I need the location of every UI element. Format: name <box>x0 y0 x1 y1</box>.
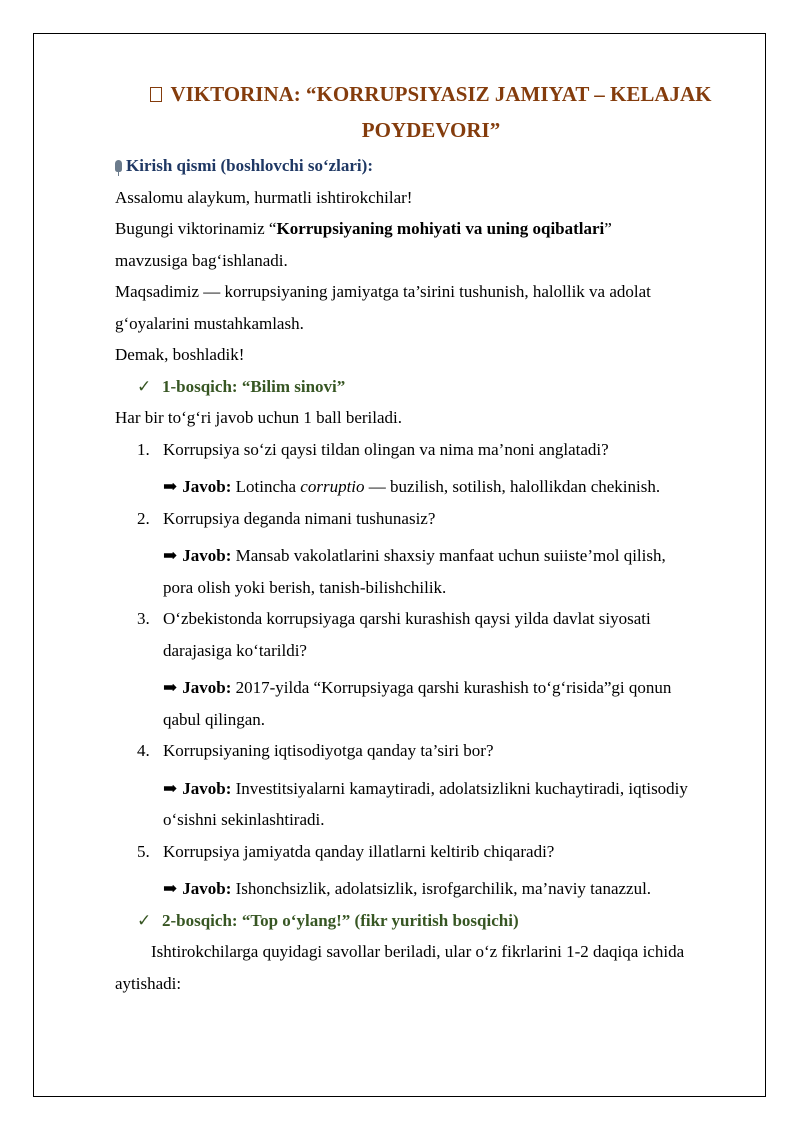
page-title <box>115 76 747 148</box>
check-icon: ✓ <box>137 910 152 930</box>
intro-start: Demak, boshladik! <box>115 345 245 364</box>
answer-text: Lotincha <box>235 477 301 496</box>
document-body <box>115 76 747 999</box>
intro-topic <box>115 213 747 245</box>
check-icon: ✓ <box>137 376 152 396</box>
question-text: Korrupsiyaning iqtisodiyotga qanday ta’siri bor? <box>163 741 494 760</box>
title-text-1: VIKTORINA: “KORRUPSIYASIZ JAMIYAT – KELAJAK <box>170 82 712 106</box>
stage2-text-line2: aytishadi: <box>115 973 182 993</box>
microphone-icon <box>115 160 122 172</box>
answer-label: Javob: <box>182 678 232 697</box>
answer-label: Javob: <box>182 546 232 565</box>
answer <box>163 540 747 572</box>
topic-before: Bugungi viktorinamiz “ <box>115 219 277 238</box>
answer <box>163 773 747 805</box>
stage2-heading <box>115 905 747 937</box>
answer-label: Javob: <box>182 778 232 798</box>
question-item <box>115 434 747 503</box>
answer-text: Investitsiyalarni kamaytiradi, adolatsizlikni kuchaytiradi, iqtisodiy <box>235 778 688 798</box>
question-text: O‘zbekistonda korrupsiyaga qarshi kurashish qaysi yilda davlat siyosati <box>163 609 651 628</box>
answer-label: Javob: <box>182 879 232 898</box>
question-item <box>115 603 747 735</box>
topic-bold: Korrupsiyaning mohiyati va uning oqibatlari <box>276 219 605 238</box>
arrow-right-icon: ➡ <box>163 477 178 496</box>
answer-text-line2: qabul qilingan. <box>163 709 265 729</box>
intro-goal-line2: g‘oyalarini mustahkamlash. <box>115 313 304 333</box>
question-number: 2. <box>137 508 150 528</box>
question-item <box>115 836 747 905</box>
intro-topic-line2: mavzusiga bag‘ishlanadi. <box>115 250 288 270</box>
answer-label: Javob: <box>182 477 232 496</box>
question-list <box>115 434 747 905</box>
stage1-heading-text: 1-bosqich: “Bilim sinovi” <box>162 376 346 396</box>
title-line-2: POYDEVORI” <box>361 118 501 142</box>
question-text: Korrupsiya deganda nimani tushunasiz? <box>163 508 436 528</box>
question-text: Korrupsiya so‘zi qaysi tildan olingan va nima ma’noni anglatadi? <box>163 439 609 459</box>
arrow-right-icon: ➡ <box>163 879 178 898</box>
question-text: Korrupsiya jamiyatda qanday illatlarni keltirib chiqaradi? <box>163 841 555 861</box>
answer-text: Mansab vakolatlarini shaxsiy manfaat uchun suiiste’mol qilish, <box>235 546 666 565</box>
answer-text: 2017-yilda “Korrupsiyaga qarshi kurashish to‘g‘risida”gi qonun <box>235 678 672 697</box>
stage1-heading <box>115 371 747 403</box>
intro-goal-line1: Maqsadimiz — korrupsiyaning jamiyatga ta’sirini tushunish, halollik va adolat <box>115 282 651 301</box>
answer-italic-term: corruptio <box>300 477 365 496</box>
arrow-right-icon: ➡ <box>163 678 178 697</box>
intro-heading-text: Kirish qismi (boshlovchi so‘zlari): <box>126 156 373 175</box>
stage2-text-line1: Ishtirokchilarga quyidagi savollar beriladi, ular o‘z fikrlarini 1-2 daqiqa ichida <box>151 942 685 961</box>
answer-text-rest: — buzilish, sotilish, halollikdan chekinish. <box>364 477 661 496</box>
arrow-right-icon: ➡ <box>163 778 178 798</box>
question-item <box>115 735 747 836</box>
question-number: 5. <box>137 841 150 861</box>
answer <box>163 672 747 704</box>
box-icon <box>150 87 162 102</box>
question-number: 4. <box>137 741 150 760</box>
answer-text-line2: o‘sishni sekinlashtiradi. <box>163 810 325 829</box>
question-text-line2: darajasiga ko‘tarildi? <box>163 640 307 660</box>
stage2-heading-text: 2-bosqich: “Top o‘ylang!” (fikr yuritish bosqichi) <box>162 910 519 930</box>
answer-text: Ishonchsizlik, adolatsizlik, isrofgarchilik, ma’naviy tanazzul. <box>235 879 652 898</box>
topic-after: ” <box>604 219 612 238</box>
intro-heading <box>115 150 747 182</box>
answer <box>163 873 747 905</box>
question-number: 1. <box>137 439 150 459</box>
question-number: 3. <box>137 609 150 628</box>
arrow-right-icon: ➡ <box>163 546 178 565</box>
intro-greeting: Assalomu alaykum, hurmatli ishtirokchilar! <box>115 187 413 207</box>
stage1-rule: Har bir to‘g‘ri javob uchun 1 ball beriladi. <box>115 408 403 427</box>
answer-text-line2: pora olish yoki berish, tanish-bilishchilik. <box>163 577 447 597</box>
answer <box>163 471 747 503</box>
title-line-1 <box>115 76 747 112</box>
question-item <box>115 503 747 604</box>
